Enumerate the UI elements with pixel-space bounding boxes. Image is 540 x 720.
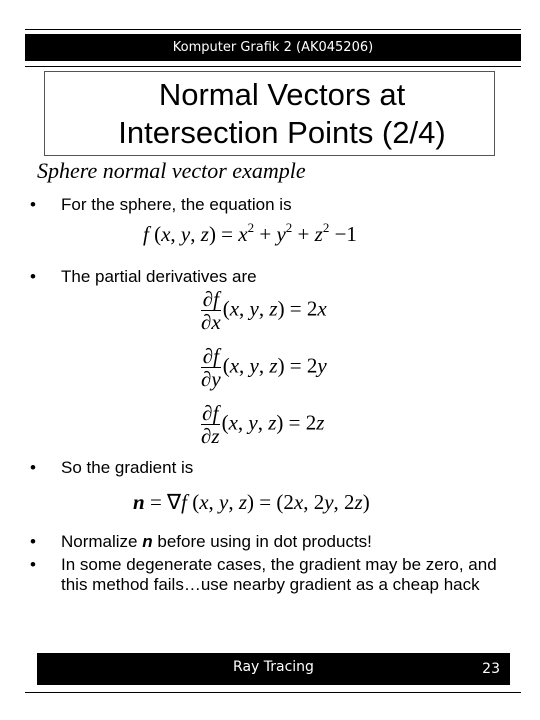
sphere-equation: f (x, y, $z) = x^2 + y^2 + z^2 -1$ xyxy=(143,220,357,246)
bullet-marker: • xyxy=(30,458,36,477)
bullet-text: For the sphere, the equation is xyxy=(61,195,292,214)
bottom-rule xyxy=(25,692,521,693)
slide-title xyxy=(44,76,520,152)
gradient-equation: n = ∇f (x, y, z) = (2x, 2y, 2z) xyxy=(133,490,370,514)
footer-topic: Ray Tracing xyxy=(233,659,314,675)
bullet-text: Normalize n before using in dot products! xyxy=(61,532,372,551)
bullet-text: In some degenerate cases, the gradient may be zero, and this method fails…use nearby gradient as a cheap hack xyxy=(61,555,497,594)
course-header: Komputer Grafik 2 (AK045206) xyxy=(25,34,521,61)
page-number: 23 xyxy=(482,661,500,677)
slide-title-line-1: Normal Vectors at xyxy=(158,77,406,112)
partial-derivative-x: $\frac{\partial f}{\partial x}$ (x, y, z) = 2x xyxy=(201,287,327,334)
top-rule xyxy=(25,29,521,30)
partial-derivative-z: $\frac{\partial f}{\partial z}$ (x, y, z) = 2z xyxy=(201,401,325,448)
header-rule xyxy=(25,66,521,67)
bullet-marker: • xyxy=(30,532,36,551)
partial-derivative-y: $\frac{\partial f}{\partial y}$ (x, y, z) = 2y xyxy=(201,344,327,391)
bullet-marker: • xyxy=(30,195,36,214)
bullet-marker: • xyxy=(30,267,36,286)
bullet-text: The partial derivatives are xyxy=(61,267,257,286)
slide-subtitle: Sphere normal vector example xyxy=(37,158,306,183)
slide-title-line-2: Intersection Points (2/4) xyxy=(118,115,446,150)
bullet-text: So the gradient is xyxy=(61,458,194,477)
bullet-marker: • xyxy=(30,555,36,574)
footer-bar xyxy=(37,653,510,685)
